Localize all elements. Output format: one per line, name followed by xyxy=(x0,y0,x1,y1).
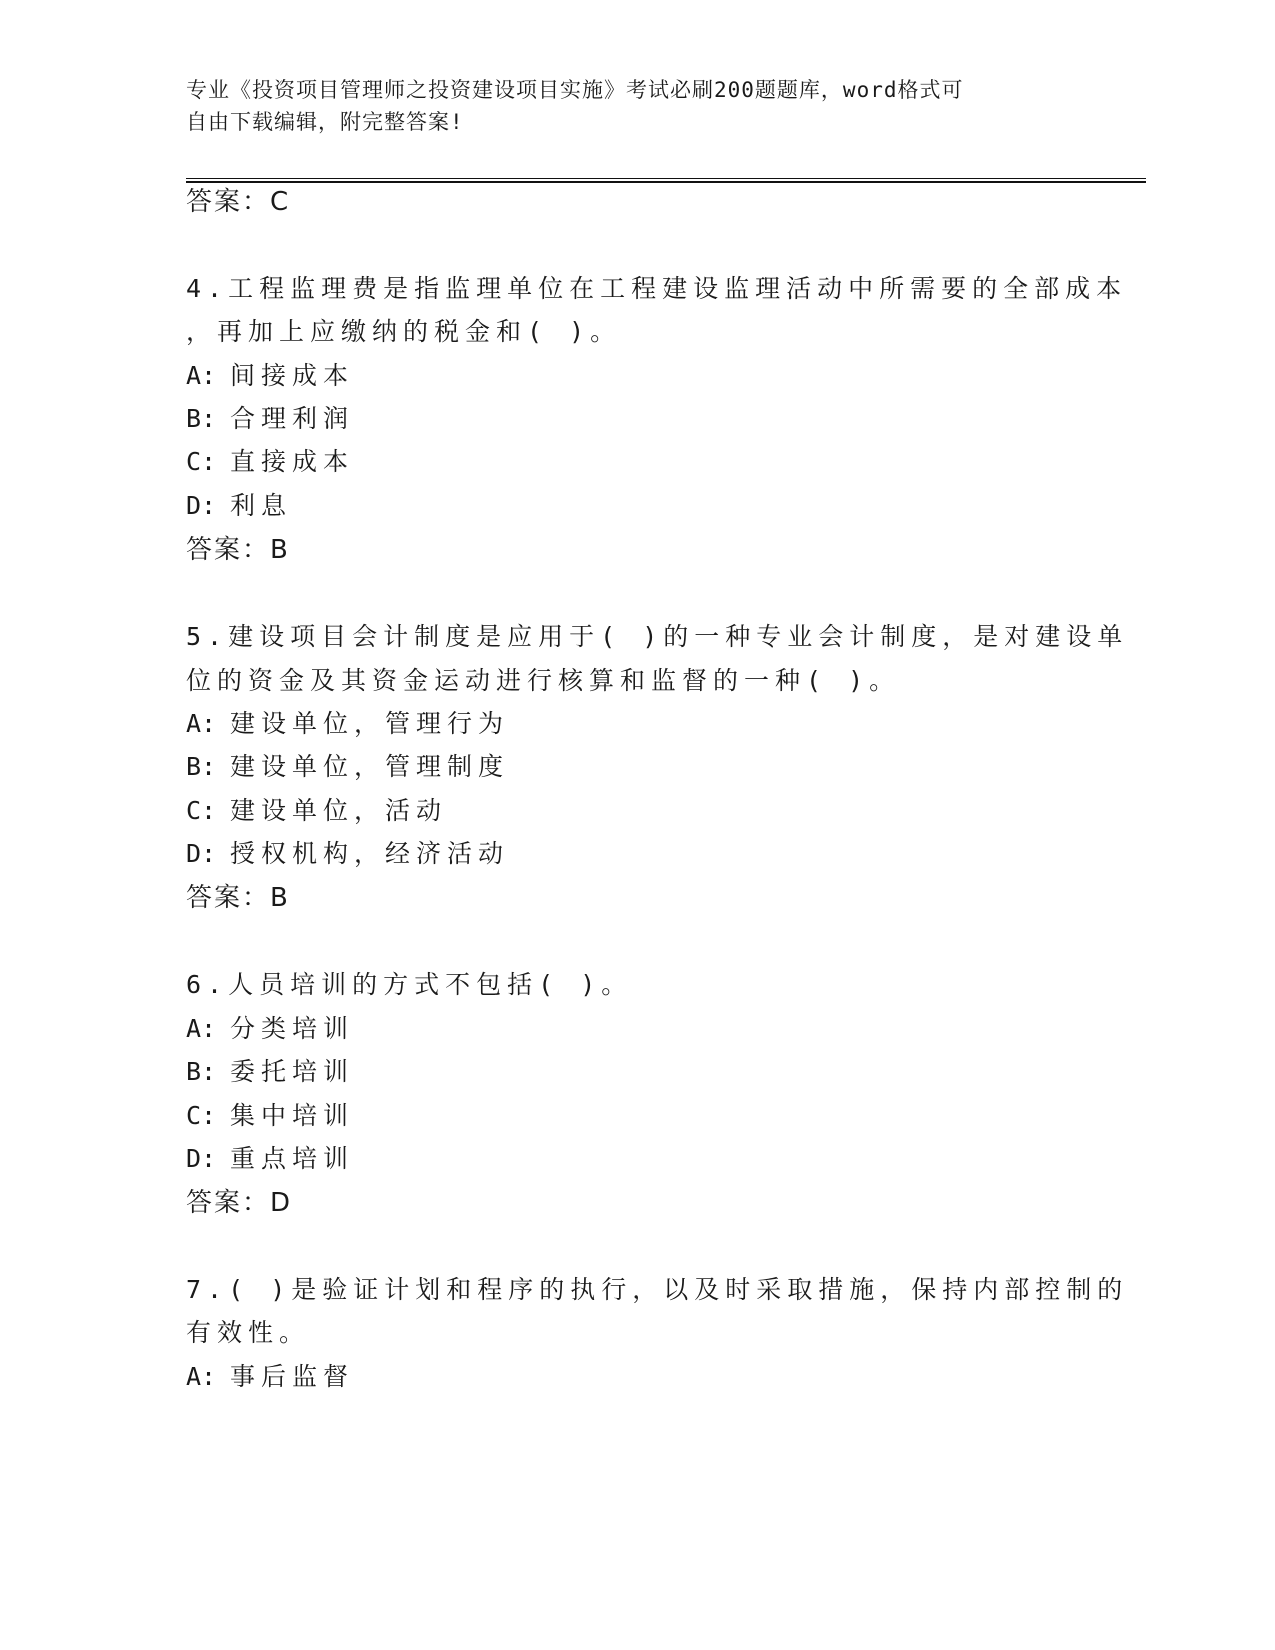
option-key: D: xyxy=(186,839,217,868)
question-4-line-1: 4.工程监理费是指监理单位在工程建设监理活动中所需要的全部成本 xyxy=(186,274,1128,303)
option-text: 利息 xyxy=(230,491,293,520)
answer-previous: 答案：C xyxy=(186,187,291,217)
option-text: 建设单位，管理制度 xyxy=(230,752,510,781)
question-5-option-d xyxy=(186,839,509,869)
option-text: 事后监督 xyxy=(230,1362,355,1391)
option-key: A: xyxy=(186,1362,217,1391)
question-5-option-b xyxy=(186,752,509,782)
option-key: B: xyxy=(186,752,217,781)
question-5-line-2: 位的资金及其资金运动进行核算和监督的一种( )。 xyxy=(186,666,901,695)
question-5-line-1: 5.建设项目会计制度是应用于( )的一种专业会计制度，是对建设单 xyxy=(186,622,1129,651)
option-key: C: xyxy=(186,447,217,476)
header-divider-top xyxy=(186,178,1146,179)
header-line-2: 自由下载编辑，附完整答案! xyxy=(186,110,464,134)
option-text: 间接成本 xyxy=(230,361,355,390)
option-key: A: xyxy=(186,1014,217,1043)
option-text: 建设单位，活动 xyxy=(230,796,448,825)
header-line-1: 专业《投资项目管理师之投资建设项目实施》考试必刷200题题库，word格式可 xyxy=(186,78,964,102)
question-4-option-d xyxy=(186,491,292,521)
question-6-option-d xyxy=(186,1144,354,1174)
option-text: 直接成本 xyxy=(230,447,355,476)
option-text: 建设单位，管理行为 xyxy=(230,709,510,738)
option-key: B: xyxy=(186,1057,217,1086)
option-key: D: xyxy=(186,491,217,520)
question-6-option-b xyxy=(186,1057,354,1087)
question-4-option-b xyxy=(186,404,354,434)
option-text: 授权机构，经济活动 xyxy=(230,839,510,868)
question-5-option-c xyxy=(186,796,447,826)
question-5-answer: 答案：B xyxy=(186,883,290,913)
option-key: A: xyxy=(186,709,217,738)
question-5-option-a xyxy=(186,709,509,739)
option-text: 委托培训 xyxy=(230,1057,355,1086)
question-4-answer: 答案：B xyxy=(186,535,290,565)
document-header xyxy=(186,74,1066,138)
question-6-line-1: 6.人员培训的方式不包括( )。 xyxy=(186,970,633,999)
header-divider-bottom xyxy=(186,181,1146,183)
option-key: B: xyxy=(186,404,217,433)
option-text: 分类培训 xyxy=(230,1014,355,1043)
question-6-option-c xyxy=(186,1101,354,1131)
question-4-option-a xyxy=(186,361,354,391)
option-text: 集中培训 xyxy=(230,1101,355,1130)
option-key: D: xyxy=(186,1144,217,1173)
option-text: 合理利润 xyxy=(230,404,355,433)
option-key: C: xyxy=(186,796,217,825)
question-7-option-a xyxy=(186,1362,354,1392)
question-7-line-1: 7.( )是验证计划和程序的执行，以及时采取措施，保持内部控制的 xyxy=(186,1275,1129,1304)
question-4-option-c xyxy=(186,447,354,477)
question-6-answer: 答案：D xyxy=(186,1188,293,1218)
option-key: A: xyxy=(186,361,217,390)
option-text: 重点培训 xyxy=(230,1144,355,1173)
option-key: C: xyxy=(186,1101,217,1130)
question-4-line-2: ，再加上应缴纳的税金和( )。 xyxy=(186,317,622,346)
question-6-option-a xyxy=(186,1014,354,1044)
question-7-line-2: 有效性。 xyxy=(186,1318,311,1347)
